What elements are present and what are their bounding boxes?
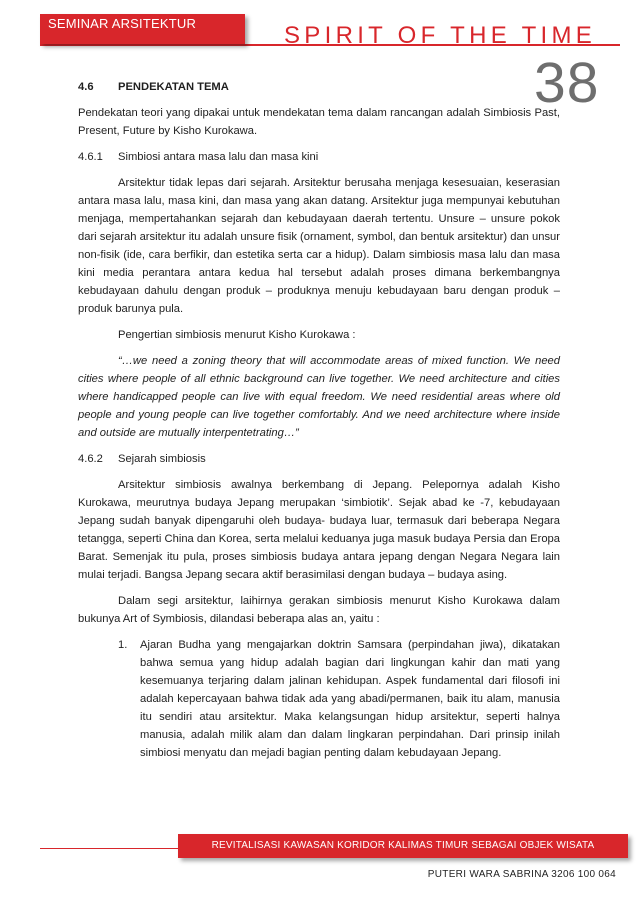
project-title: REVITALISASI KAWASAN KORIDOR KALIMAS TIMUR SEBAGAI OBJEK WISATA	[211, 840, 595, 851]
list-item-text: Ajaran Budha yang mengajarkan doktrin Samsara (perpindahan jiwa), dikatakan bahwa semua yang hidup adalah bagian dari lingkungan kahir dan mati yang kesemuanya terjaring dalam jalinan kehidupan. Aspek fundamental dari filosofi ini adalah kepercayaan bahwa tidak ada yang abadi/permanen, baik itu alam, manusia itu sendiri atau arsitektur. Maka kelangsungan hidup arsitektur, seperti halnya manusia, adalah milik alam dan dalam lingkaran perpindahan. Dari prinsip inilah simbiosi menyatu dan mejadi bagian penting dalam kebudayaan Jepang.	[140, 639, 560, 759]
section-intro: Pendekatan teori yang dipakai untuk mendekatan tema dalam rancangan adalah Simbiosis Past, Present, Future by Kisho Kurokawa.	[78, 107, 560, 137]
seminar-label: SEMINAR ARSITEKTUR	[48, 16, 197, 31]
subsection-title: Simbiosi antara masa lalu dan masa kini	[118, 151, 319, 163]
section-heading	[78, 78, 560, 96]
page-number: 38	[534, 51, 600, 115]
paragraph: Arsitektur tidak lepas dari sejarah. Arsitektur berusaha menjaga kesesuaian, keserasian antara masa lalu, masa kini, dan masa yang akan datang. Arsitektur juga mempunyai kebutuhan menjaga, mempertahankan sejarah dan kebudayaan daerah tertentu. Unsure – unsure pokok dari sejarah arsitektur itu adalah unsure fisik (ornament, symbol, dan bentuk arsitektur) dan unsur non-fisik (ide, cara berfikir, dan estetika serta car a hidup). Dalam simbiosis masa lalu dan masa kini media perantara antara kedua hal tersebut adalah proses dimana berkembangnya kebudayaan dahulu dengan produk – produknya menuju kebudayaan baru dengan produk – produk barunya pula.	[78, 177, 560, 315]
page-content	[78, 78, 560, 762]
seminar-label-box	[40, 14, 245, 44]
author-credit: PUTERI WARA SABRINA 3206 100 064	[427, 869, 616, 880]
subsection-number: 4.6.2	[78, 453, 103, 465]
paragraph: Dalam segi arsitektur, laihirnya gerakan simbiosis menurut Kisho Kurokawa dalam bukunya Art of Symbiosis, dilandasi beberapa alas an, yaitu :	[78, 595, 560, 625]
list-item	[118, 636, 560, 762]
subsection-title: Sejarah simbiosis	[118, 453, 206, 465]
paragraph: Pengertian simbiosis menurut Kisho Kurokawa :	[118, 329, 356, 341]
section-title: PENDEKATAN TEMA	[118, 81, 229, 93]
subsection-heading-1	[78, 148, 560, 166]
subsection-number: 4.6.1	[78, 151, 103, 163]
kurokawa-quote: “…we need a zoning theory that will accommodate areas of mixed function. We need cities where people of all ethnic background can live together. We need architecture and cities where handicapped people can live with equal freedom. We need residential areas where old people and young people can live together comfortably. And we need architecture where inside and outside are mutually interpentetrating…”	[78, 355, 560, 439]
project-title-box	[178, 834, 628, 858]
subsection-heading-2	[78, 450, 560, 468]
document-title: SPIRIT OF THE TIME	[284, 22, 597, 49]
section-number: 4.6	[78, 81, 94, 93]
paragraph: Arsitektur simbiosis awalnya berkembang di Jepang. Pelepornya adalah Kisho Kurokawa, meurutnya budaya Jepang merupakan ‘simbiotik’. Sejak abad ke -7, kebudayaan Jepang sudah banyak dipengaruhi oleh budaya- budaya luar, termasuk dari beberapa Negara tetangga, seperti China dan Korea, serta melalui keduanya juga masuk budaya Persia dan Eropa Barat. Semenjak itu pula, proses simbiosis budaya antara jepang dengan Negara Negara lain mulai terjadi. Bangsa Jepang secara aktif berasimilasi dengan budaya – budaya asing.	[78, 479, 560, 581]
list-item-number: 1.	[118, 639, 128, 651]
